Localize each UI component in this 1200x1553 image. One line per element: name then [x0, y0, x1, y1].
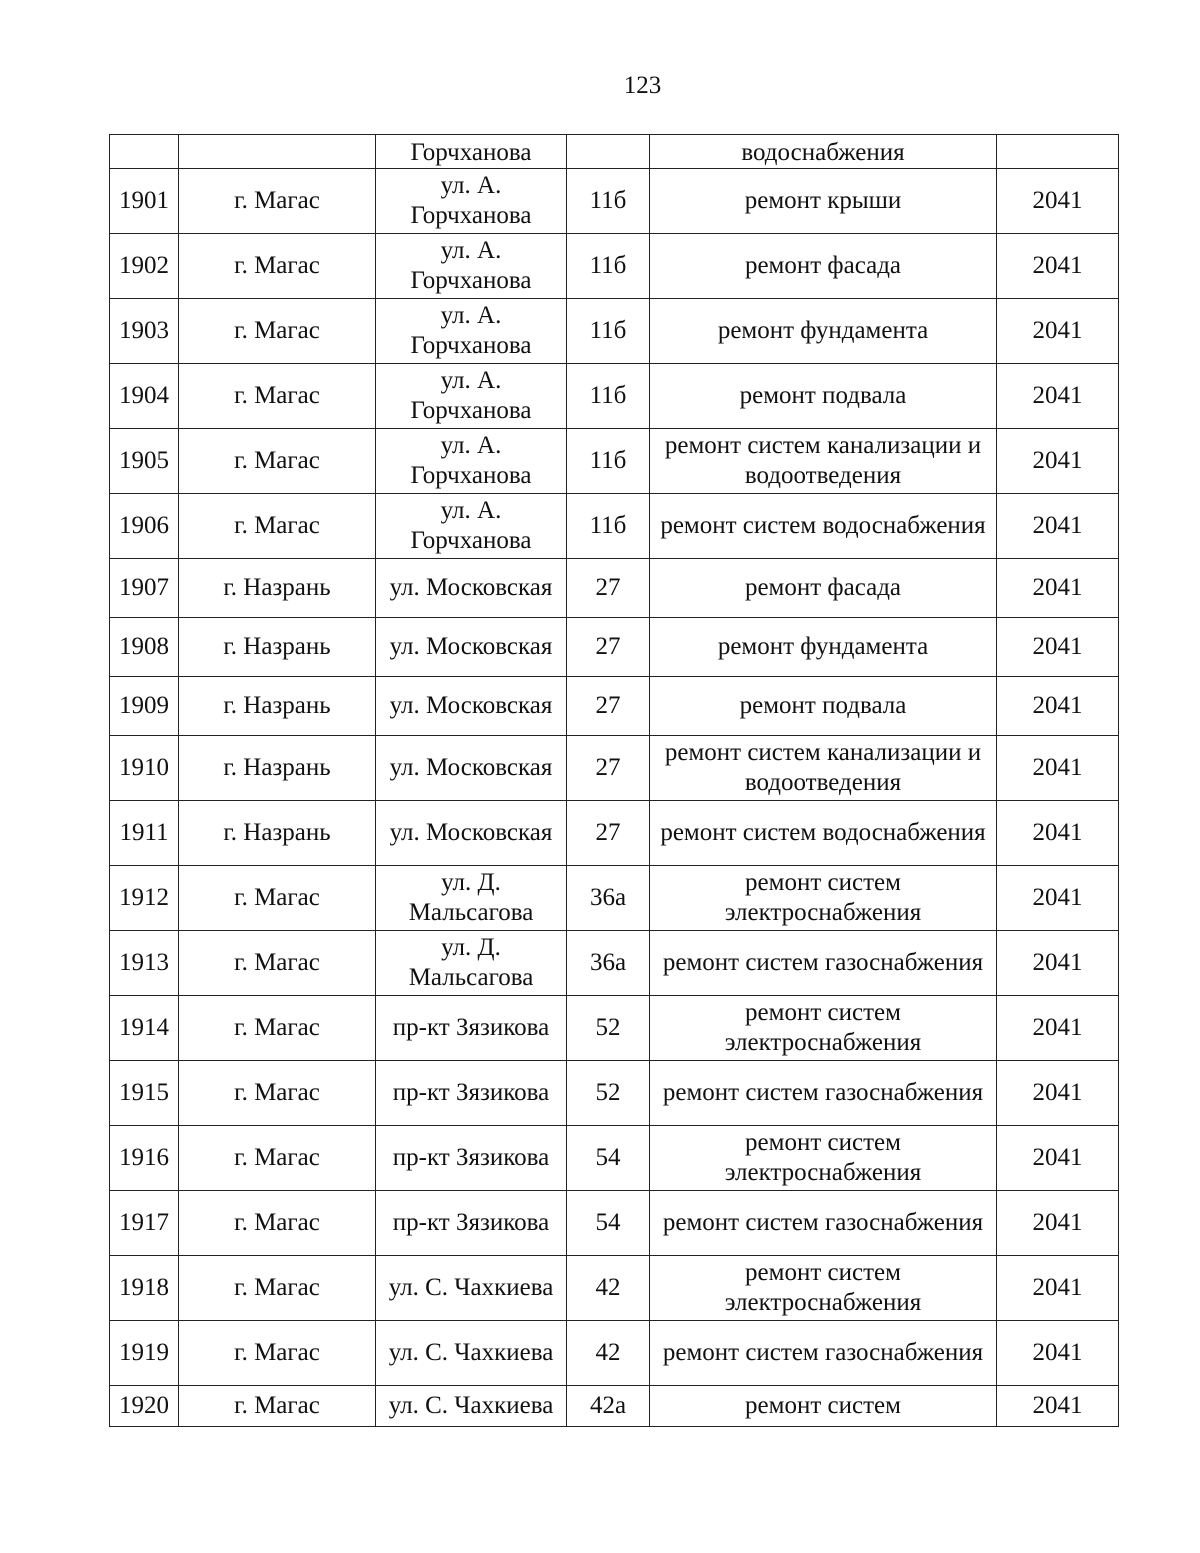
table-row [110, 1321, 1119, 1386]
table-row [110, 1191, 1119, 1256]
cell-house: 42 [567, 1321, 650, 1386]
cell-work: ремонт систем газоснабжения [650, 1061, 997, 1126]
cell-city: г. Магас [179, 1191, 376, 1256]
cell-year: 2041 [997, 801, 1119, 866]
cell-city: г. Магас [179, 931, 376, 996]
cell-street: ул. Московская [376, 801, 567, 866]
cell-year: 2041 [997, 1386, 1119, 1427]
cell-work: ремонт систем электроснабжения [650, 866, 997, 931]
cell-street: ул. А. Горчханова [376, 234, 567, 299]
cell-house: 54 [567, 1126, 650, 1191]
cell-num: 1915 [110, 1061, 179, 1126]
cell-city: г. Магас [179, 1061, 376, 1126]
cell-street: ул. Московская [376, 677, 567, 736]
cell-house [567, 135, 650, 169]
cell-street: пр-кт Зязикова [376, 1126, 567, 1191]
cell-house: 11б [567, 494, 650, 559]
cell-work: ремонт фундамента [650, 618, 997, 677]
cell-year: 2041 [997, 429, 1119, 494]
table-row [110, 618, 1119, 677]
table-row [110, 736, 1119, 801]
cell-num: 1913 [110, 931, 179, 996]
cell-work: ремонт систем газоснабжения [650, 1321, 997, 1386]
cell-street: ул. А. Горчханова [376, 169, 567, 234]
table-row [110, 1256, 1119, 1321]
table-row [110, 1386, 1119, 1427]
table-row [110, 169, 1119, 234]
cell-house: 27 [567, 677, 650, 736]
cell-city: г. Магас [179, 1321, 376, 1386]
cell-num: 1904 [110, 364, 179, 429]
table-row [110, 429, 1119, 494]
cell-city: г. Магас [179, 169, 376, 234]
cell-work: ремонт крыши [650, 169, 997, 234]
cell-street: ул. С. Чахкиева [376, 1321, 567, 1386]
table-row [110, 931, 1119, 996]
cell-num: 1905 [110, 429, 179, 494]
cell-street: ул. Московская [376, 736, 567, 801]
cell-year: 2041 [997, 931, 1119, 996]
cell-work: ремонт систем [650, 1386, 997, 1427]
cell-year: 2041 [997, 1321, 1119, 1386]
cell-street: пр-кт Зязикова [376, 1061, 567, 1126]
cell-city: г. Назрань [179, 801, 376, 866]
cell-num: 1912 [110, 866, 179, 931]
cell-house: 54 [567, 1191, 650, 1256]
cell-house: 36а [567, 931, 650, 996]
cell-year: 2041 [997, 996, 1119, 1061]
cell-house: 52 [567, 1061, 650, 1126]
cell-num: 1910 [110, 736, 179, 801]
cell-num: 1902 [110, 234, 179, 299]
table-row [110, 494, 1119, 559]
cell-work: ремонт фундамента [650, 299, 997, 364]
cell-city: г. Магас [179, 996, 376, 1061]
cell-year: 2041 [997, 559, 1119, 618]
cell-house: 52 [567, 996, 650, 1061]
cell-street: ул. Д. Мальсагова [376, 931, 567, 996]
cell-city: г. Магас [179, 234, 376, 299]
cell-city: г. Магас [179, 1126, 376, 1191]
cell-work: ремонт систем водоснабжения [650, 801, 997, 866]
cell-year: 2041 [997, 494, 1119, 559]
cell-year: 2041 [997, 677, 1119, 736]
cell-num: 1916 [110, 1126, 179, 1191]
cell-year: 2041 [997, 866, 1119, 931]
cell-num: 1903 [110, 299, 179, 364]
table-row [110, 866, 1119, 931]
cell-work: ремонт подвала [650, 677, 997, 736]
cell-num: 1909 [110, 677, 179, 736]
cell-house: 27 [567, 559, 650, 618]
cell-num: 1908 [110, 618, 179, 677]
cell-street: ул. Московская [376, 559, 567, 618]
cell-city: г. Назрань [179, 559, 376, 618]
cell-city: г. Магас [179, 429, 376, 494]
cell-year: 2041 [997, 234, 1119, 299]
cell-year: 2041 [997, 736, 1119, 801]
cell-num: 1919 [110, 1321, 179, 1386]
cell-num: 1914 [110, 996, 179, 1061]
cell-city: г. Магас [179, 299, 376, 364]
table-row [110, 1061, 1119, 1126]
cell-city: г. Назрань [179, 677, 376, 736]
cell-year: 2041 [997, 364, 1119, 429]
cell-work: ремонт систем электроснабжения [650, 1126, 997, 1191]
cell-city: г. Магас [179, 494, 376, 559]
cell-work: водоснабжения [650, 135, 997, 169]
table-row [110, 364, 1119, 429]
cell-house: 11б [567, 299, 650, 364]
cell-street: ул. А. Горчханова [376, 364, 567, 429]
cell-num: 1918 [110, 1256, 179, 1321]
cell-street: ул. Московская [376, 618, 567, 677]
cell-street: ул. А. Горчханова [376, 429, 567, 494]
cell-year: 2041 [997, 169, 1119, 234]
cell-num: 1920 [110, 1386, 179, 1427]
cell-work: ремонт систем газоснабжения [650, 931, 997, 996]
cell-num: 1907 [110, 559, 179, 618]
cell-year: 2041 [997, 1061, 1119, 1126]
cell-city: г. Назрань [179, 618, 376, 677]
cell-year: 2041 [997, 299, 1119, 364]
cell-street: ул. С. Чахкиева [376, 1256, 567, 1321]
cell-work: ремонт систем водоснабжения [650, 494, 997, 559]
cell-city: г. Магас [179, 1386, 376, 1427]
table-row [110, 1126, 1119, 1191]
cell-house: 11б [567, 169, 650, 234]
table-row [110, 996, 1119, 1061]
table-row [110, 677, 1119, 736]
table-row [110, 299, 1119, 364]
cell-num: 1901 [110, 169, 179, 234]
cell-city: г. Магас [179, 866, 376, 931]
cell-house: 36а [567, 866, 650, 931]
cell-house: 11б [567, 429, 650, 494]
cell-year: 2041 [997, 1256, 1119, 1321]
cell-year: 2041 [997, 618, 1119, 677]
cell-house: 42 [567, 1256, 650, 1321]
cell-house: 27 [567, 801, 650, 866]
cell-work: ремонт систем канализации и водоотведения [650, 736, 997, 801]
cell-street: ул. А. Горчханова [376, 494, 567, 559]
table-row [110, 559, 1119, 618]
cell-year: 2041 [997, 1126, 1119, 1191]
cell-num: 1906 [110, 494, 179, 559]
works-table [109, 134, 1119, 1427]
cell-year: 2041 [997, 1191, 1119, 1256]
cell-street: ул. Д. Мальсагова [376, 866, 567, 931]
cell-work: ремонт фасада [650, 559, 997, 618]
cell-city: г. Назрань [179, 736, 376, 801]
cell-street: пр-кт Зязикова [376, 1191, 567, 1256]
cell-house: 27 [567, 736, 650, 801]
cell-work: ремонт систем электроснабжения [650, 1256, 997, 1321]
cell-work: ремонт фасада [650, 234, 997, 299]
cell-city [179, 135, 376, 169]
cell-num [110, 135, 179, 169]
cell-num: 1911 [110, 801, 179, 866]
cell-city: г. Магас [179, 1256, 376, 1321]
cell-street: пр-кт Зязикова [376, 996, 567, 1061]
table-row [110, 801, 1119, 866]
cell-work: ремонт систем газоснабжения [650, 1191, 997, 1256]
table-row [110, 234, 1119, 299]
cell-street: ул. А. Горчханова [376, 299, 567, 364]
cell-house: 42а [567, 1386, 650, 1427]
cell-street: ул. С. Чахкиева [376, 1386, 567, 1427]
cell-house: 11б [567, 364, 650, 429]
cell-house: 11б [567, 234, 650, 299]
cell-city: г. Магас [179, 364, 376, 429]
cell-year [997, 135, 1119, 169]
cell-num: 1917 [110, 1191, 179, 1256]
continuation-row [110, 135, 1119, 169]
cell-work: ремонт систем электроснабжения [650, 996, 997, 1061]
cell-house: 27 [567, 618, 650, 677]
cell-work: ремонт систем канализации и водоотведения [650, 429, 997, 494]
cell-street: Горчханова [376, 135, 567, 169]
page-number: 123 [623, 72, 662, 99]
cell-work: ремонт подвала [650, 364, 997, 429]
